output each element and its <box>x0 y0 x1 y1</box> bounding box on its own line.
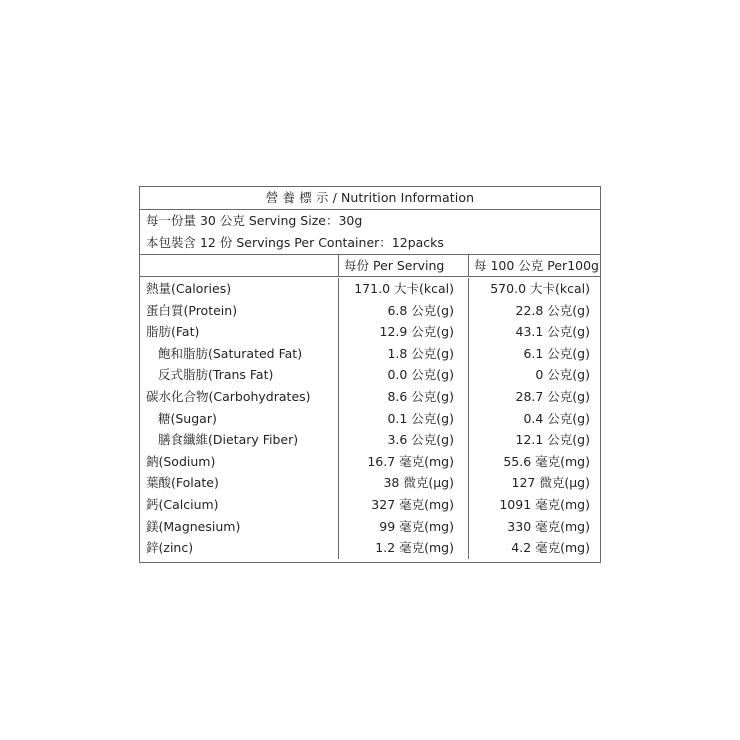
per-serving-value: 1.8 公克(g) <box>338 343 468 365</box>
per-serving-value: 16.7 毫克(mg) <box>338 451 468 473</box>
nutrient-name: 膳食纖維(Dietary Fiber) <box>158 432 299 448</box>
header-nutrient <box>140 255 338 276</box>
header-per-100g: 每 100 公克 Per100g <box>468 255 600 276</box>
table-row <box>140 429 600 451</box>
per-100g-value: 0.4 公克(g) <box>468 408 600 430</box>
nutrient-name: 鈣(Calcium) <box>146 496 219 512</box>
nutrient-name: 葉酸(Folate) <box>146 475 219 491</box>
per-100g-value: 6.1 公克(g) <box>468 343 600 365</box>
per-serving-value: 1.2 毫克(mg) <box>338 537 468 559</box>
nutrient-name: 脂肪(Fat) <box>146 324 200 340</box>
nutrient-name: 鋅(zinc) <box>146 540 194 556</box>
per-100g-value: 55.6 毫克(mg) <box>468 451 600 473</box>
table-row <box>140 300 600 322</box>
per-serving-value: 6.8 公克(g) <box>338 300 468 322</box>
nutrient-name: 蛋白質(Protein) <box>146 302 238 318</box>
per-serving-value: 3.6 公克(g) <box>338 429 468 451</box>
per-serving-value: 99 毫克(mg) <box>338 516 468 538</box>
per-serving-value: 0.1 公克(g) <box>338 408 468 430</box>
nutrient-name: 糖(Sugar) <box>158 410 217 426</box>
nutrient-name: 飽和脂肪(Saturated Fat) <box>158 345 303 361</box>
per-serving-value: 12.9 公克(g) <box>338 321 468 343</box>
table-header-row <box>140 255 600 277</box>
per-100g-value: 127 微克(μg) <box>468 472 600 494</box>
table-row <box>140 494 600 516</box>
nutrition-title: 營 養 標 示 / Nutrition Information <box>140 187 600 210</box>
table-row <box>140 386 600 408</box>
servings-per-container: 本包裝含 12 份 Servings Per Container：12packs <box>140 232 600 255</box>
nutrient-name: 碳水化合物(Carbohydrates) <box>146 388 311 404</box>
table-row <box>140 321 600 343</box>
nutrient-name: 反式脂肪(Trans Fat) <box>158 367 274 383</box>
per-serving-value: 0.0 公克(g) <box>338 364 468 386</box>
table-row <box>140 278 600 300</box>
table-row <box>140 408 600 430</box>
per-100g-value: 4.2 毫克(mg) <box>468 537 600 559</box>
per-serving-value: 171.0 大卡(kcal) <box>338 278 468 300</box>
table-row <box>140 343 600 365</box>
per-100g-value: 1091 毫克(mg) <box>468 494 600 516</box>
per-100g-value: 43.1 公克(g) <box>468 321 600 343</box>
nutrition-table <box>140 255 600 562</box>
table-row <box>140 472 600 494</box>
table-row <box>140 537 600 559</box>
nutrient-name: 鈉(Sodium) <box>146 453 216 469</box>
per-100g-value: 330 毫克(mg) <box>468 516 600 538</box>
nutrition-label <box>139 186 601 563</box>
table-row <box>140 451 600 473</box>
table-row <box>140 516 600 538</box>
serving-size: 每一份量 30 公克 Serving Size：30g <box>146 213 363 228</box>
header-per-serving: 每份 Per Serving <box>338 255 468 276</box>
per-100g-value: 28.7 公克(g) <box>468 386 600 408</box>
nutrient-name: 鎂(Magnesium) <box>146 518 241 534</box>
per-100g-value: 22.8 公克(g) <box>468 300 600 322</box>
per-serving-value: 38 微克(μg) <box>338 472 468 494</box>
table-body <box>140 277 600 562</box>
per-serving-value: 327 毫克(mg) <box>338 494 468 516</box>
per-100g-value: 570.0 大卡(kcal) <box>468 278 600 300</box>
table-row <box>140 364 600 386</box>
per-serving-value: 8.6 公克(g) <box>338 386 468 408</box>
per-100g-value: 12.1 公克(g) <box>468 429 600 451</box>
per-100g-value: 0 公克(g) <box>468 364 600 386</box>
nutrient-name: 熱量(Calories) <box>146 281 232 296</box>
